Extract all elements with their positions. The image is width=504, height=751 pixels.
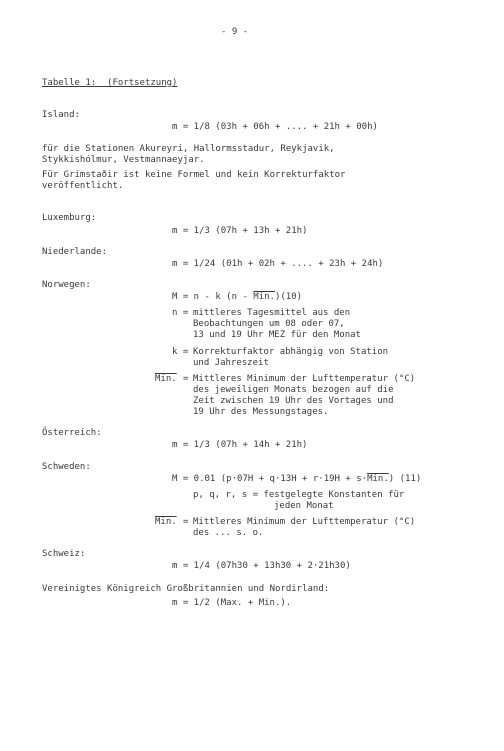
table-heading: Tabelle 1: (Fortsetzung) [42, 78, 178, 88]
note-island-3: Für Grimstaðir ist keine Formel und kein Korrekturfaktor [42, 170, 346, 180]
note-island-1: für die Stationen Akureyri, Hallormsstadur, Reykjavik, [42, 144, 335, 154]
formula-schweiz: m = 1/4 (07h30 + 13h30 + 2·21h30) [172, 561, 351, 571]
k-definition-1: Korrekturfaktor abhängig von Station [193, 347, 389, 357]
country-label-uk: Vereinigtes Königreich Großbritannien und Nordirland: [42, 584, 330, 594]
k-symbol: k = [172, 347, 189, 357]
min-overline-symbol: Min. [253, 292, 275, 302]
country-label-niederlande: Niederlande: [42, 247, 108, 257]
constants-definition-2: jeden Monat [274, 501, 334, 511]
min-equals-norwegen: = [183, 374, 189, 384]
min-definition-schweden-2: des ... s. o. [193, 528, 264, 538]
formula-island: m = 1/8 (03h + 06h + .... + 21h + 00h) [172, 122, 378, 132]
constants-definition-1: p, q, r, s = festgelegte Konstanten für [193, 490, 405, 500]
note-island-4: veröffentlicht. [42, 181, 124, 191]
n-definition-2: Beobachtungen um 08 oder 07, [193, 319, 345, 329]
country-label-schweiz: Schweiz: [42, 549, 86, 559]
formula-oesterreich: m = 1/3 (07h + 14h + 21h) [172, 440, 308, 450]
formula-luxemburg: m = 1/3 (07h + 13h + 21h) [172, 226, 308, 236]
min-symbol-norwegen: Min. [155, 374, 177, 384]
formula-norwegen: M = n - k (n - Min.)(10) [172, 292, 303, 302]
country-label-oesterreich: Österreich: [42, 428, 102, 438]
min-definition-norwegen-3: Zeit zwischen 19 Uhr des Vortages und [193, 396, 394, 406]
formula-uk: m = 1/2 (Max. + Min.). [172, 598, 292, 608]
formula-niederlande: m = 1/24 (01h + 02h + .... + 23h + 24h) [172, 259, 384, 269]
formula-schweden: M = 0.01 (p·07H + q·13H + r·19H + s·Min.) (11) [172, 474, 422, 484]
country-label-luxemburg: Luxemburg: [42, 213, 97, 223]
note-island-2: Stykkishólmur, Vestmannaeyjar. [42, 155, 205, 165]
min-definition-norwegen-1: Mittleres Minimum der Lufttemperatur (°C) [193, 374, 416, 384]
min-definition-norwegen-2: des jeweiligen Monats bezogen auf die [193, 385, 394, 395]
page-number: - 9 - [221, 27, 249, 37]
min-definition-schweden-1: Mittleres Minimum der Lufttemperatur (°C) [193, 517, 416, 527]
country-label-schweden: Schweden: [42, 462, 91, 472]
n-symbol: n = [172, 308, 189, 318]
k-definition-2: und Jahreszeit [193, 358, 269, 368]
min-definition-norwegen-4: 19 Uhr des Messungstages. [193, 407, 329, 417]
country-label-island: Island: [42, 110, 80, 120]
n-definition-1: mittleres Tagesmittel aus den [193, 308, 351, 318]
n-definition-3: 13 und 19 Uhr MEZ für den Monat [193, 330, 361, 340]
min-equals-schweden: = [183, 517, 189, 527]
min-overline-symbol: Min. [367, 474, 389, 484]
country-label-norwegen: Norwegen: [42, 280, 91, 290]
min-symbol-schweden: Min. [155, 517, 177, 527]
